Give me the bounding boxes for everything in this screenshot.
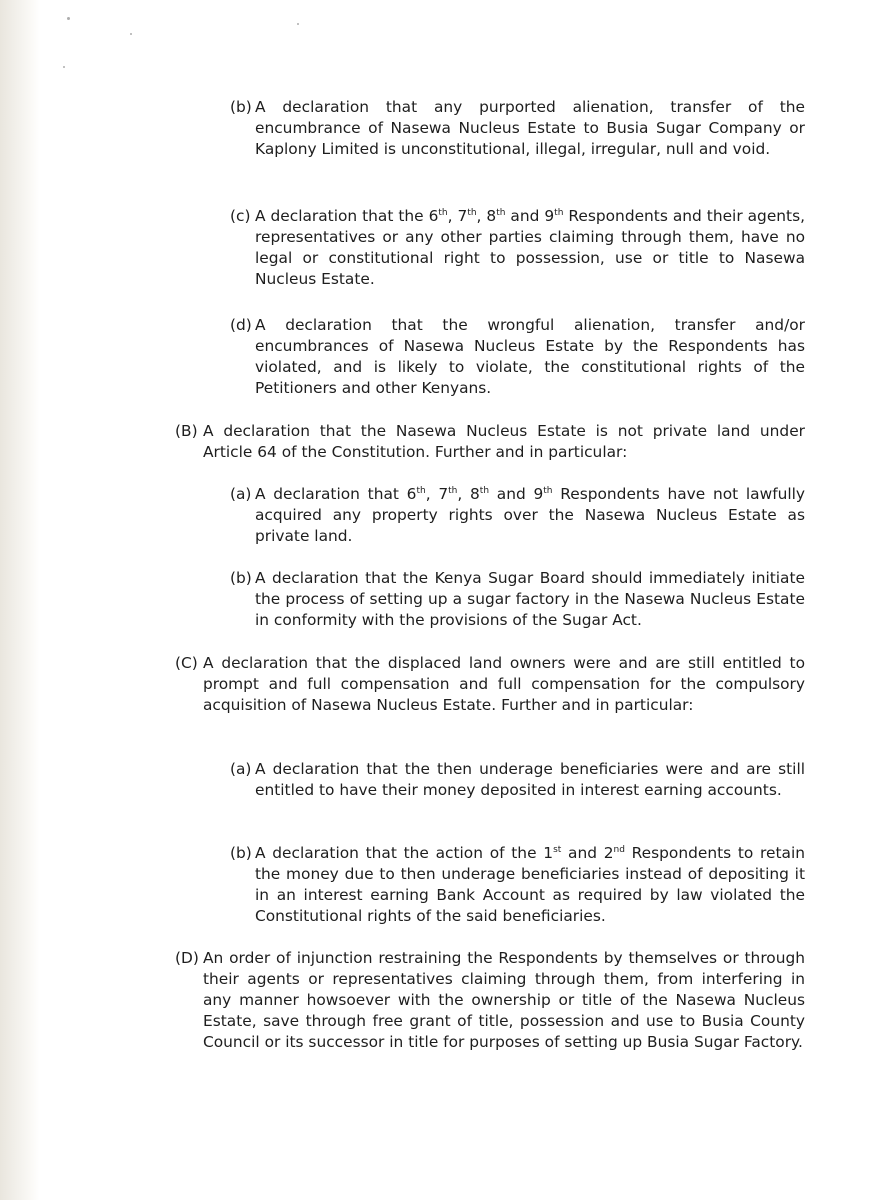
paragraph-b-sugar-board [230,568,805,631]
paragraph-label: (b) [230,98,252,116]
paragraph-d-wrongful-alienation [230,315,805,399]
paragraph-text: A declaration that the then underage beneficiaries were and are still entitled to have their money deposited in interest earning accounts. [255,760,805,799]
paragraph-text: A declaration that any purported alienation, transfer of the encumbrance of Nasewa Nucleus Estate to Busia Sugar Company or Kaplony Limited is unconstitutional, illegal, irregular, null and void. [255,98,805,158]
paragraph-text: A declaration that the 6th, 7th, 8th and 9th Respondents and their agents, representatives or any other parties claiming through them, have no legal or constitutional right to possession, use or title to Nasewa Nucleus Estate. [255,207,805,288]
paragraph-D-injunction [175,948,805,1053]
paragraph-text: A declaration that 6th, 7th, 8th and 9th Respondents have not lawfully acquired any property rights over the Nasewa Nucleus Estate as private land. [255,485,806,545]
paragraph-label: (a) [230,485,252,503]
paragraph-label: (B) [175,422,198,440]
paragraph-B-not-private-land [175,421,805,463]
paragraph-label: (b) [230,844,252,862]
paragraph-c-respondents-rights [230,206,805,290]
paragraph-a-property-rights [230,484,805,547]
paragraph-label: (b) [230,569,252,587]
paragraph-b-alienation [230,97,805,160]
paragraph-text: A declaration that the wrongful alienation, transfer and/or encumbrances of Nasewa Nucleus Estate by the Respondents has violated, and is likely to violate, the constitutional rights of the Petitioners and other Kenyans. [255,316,805,397]
paragraph-label: (d) [230,316,252,334]
paragraph-label: (c) [230,207,251,225]
paragraph-text: An order of injunction restraining the Respondents by themselves or through their agents or representatives claiming through them, from interfering in any manner howsoever with the ownership or title of the Nasewa Nucleus Estate, save through free grant of title, possession and use to Busia County Council or its successor in title for purposes of setting up Busia Sugar Factory. [203,949,805,1051]
paragraph-label: (D) [175,949,199,967]
paragraph-label: (C) [175,654,198,672]
paragraph-label: (a) [230,760,252,778]
paragraph-text: A declaration that the action of the 1st and 2nd Respondents to retain the money due to then underage beneficiaries instead of depositing it in an interest earning Bank Account as required by law violated the Constitutional rights of the said beneficiaries. [255,844,805,925]
paragraph-text: A declaration that the displaced land owners were and are still entitled to prompt and full compensation and full compensation for the compulsory acquisition of Nasewa Nucleus Estate. Further and in particular: [203,654,805,714]
paragraph-text: A declaration that the Kenya Sugar Board should immediately initiate the process of setting up a sugar factory in the Nasewa Nucleus Estate in conformity with the provisions of the Sugar Act. [255,569,805,629]
paragraph-text: A declaration that the Nasewa Nucleus Estate is not private land under Article 64 of the Constitution. Further and in particular: [203,422,805,461]
paragraph-a-underage-beneficiaries [230,759,805,801]
paragraph-C-compensation [175,653,805,716]
paragraph-b-retained-money [230,843,805,927]
